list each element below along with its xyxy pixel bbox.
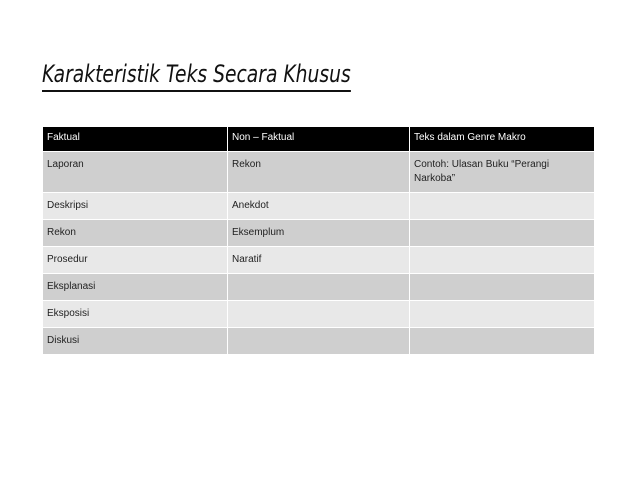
table-cell xyxy=(228,301,410,328)
table-cell xyxy=(410,328,595,355)
table-cell: Diskusi xyxy=(43,328,228,355)
table-row xyxy=(43,152,595,193)
table-row xyxy=(43,301,595,328)
table-cell xyxy=(410,301,595,328)
table-row xyxy=(43,328,595,355)
table-cell: Rekon xyxy=(43,220,228,247)
table-cell: Deskripsi xyxy=(43,193,228,220)
header-cell-genre-makro: Teks dalam Genre Makro xyxy=(410,127,595,152)
table-cell xyxy=(410,247,595,274)
table-cell: Rekon xyxy=(228,152,410,193)
header-cell-non-faktual: Non – Faktual xyxy=(228,127,410,152)
table-cell: Prosedur xyxy=(43,247,228,274)
table-cell xyxy=(228,328,410,355)
genre-table xyxy=(42,126,595,355)
table-cell xyxy=(228,274,410,301)
slide-title: Karakteristik Teks Secara Khusus xyxy=(42,60,351,92)
table-header-row xyxy=(43,127,595,152)
table-row xyxy=(43,220,595,247)
table-cell xyxy=(410,220,595,247)
table-cell: Anekdot xyxy=(228,193,410,220)
table-row xyxy=(43,193,595,220)
table-cell: Eksposisi xyxy=(43,301,228,328)
table-row xyxy=(43,247,595,274)
table-cell: Laporan xyxy=(43,152,228,193)
table-cell: Eksemplum xyxy=(228,220,410,247)
table-row xyxy=(43,274,595,301)
table-cell xyxy=(410,274,595,301)
table-cell: Eksplanasi xyxy=(43,274,228,301)
table-cell xyxy=(410,193,595,220)
header-cell-faktual: Faktual xyxy=(43,127,228,152)
table-cell: Naratif xyxy=(228,247,410,274)
table-cell: Contoh: Ulasan Buku “Perangi Narkoba” xyxy=(410,152,595,193)
